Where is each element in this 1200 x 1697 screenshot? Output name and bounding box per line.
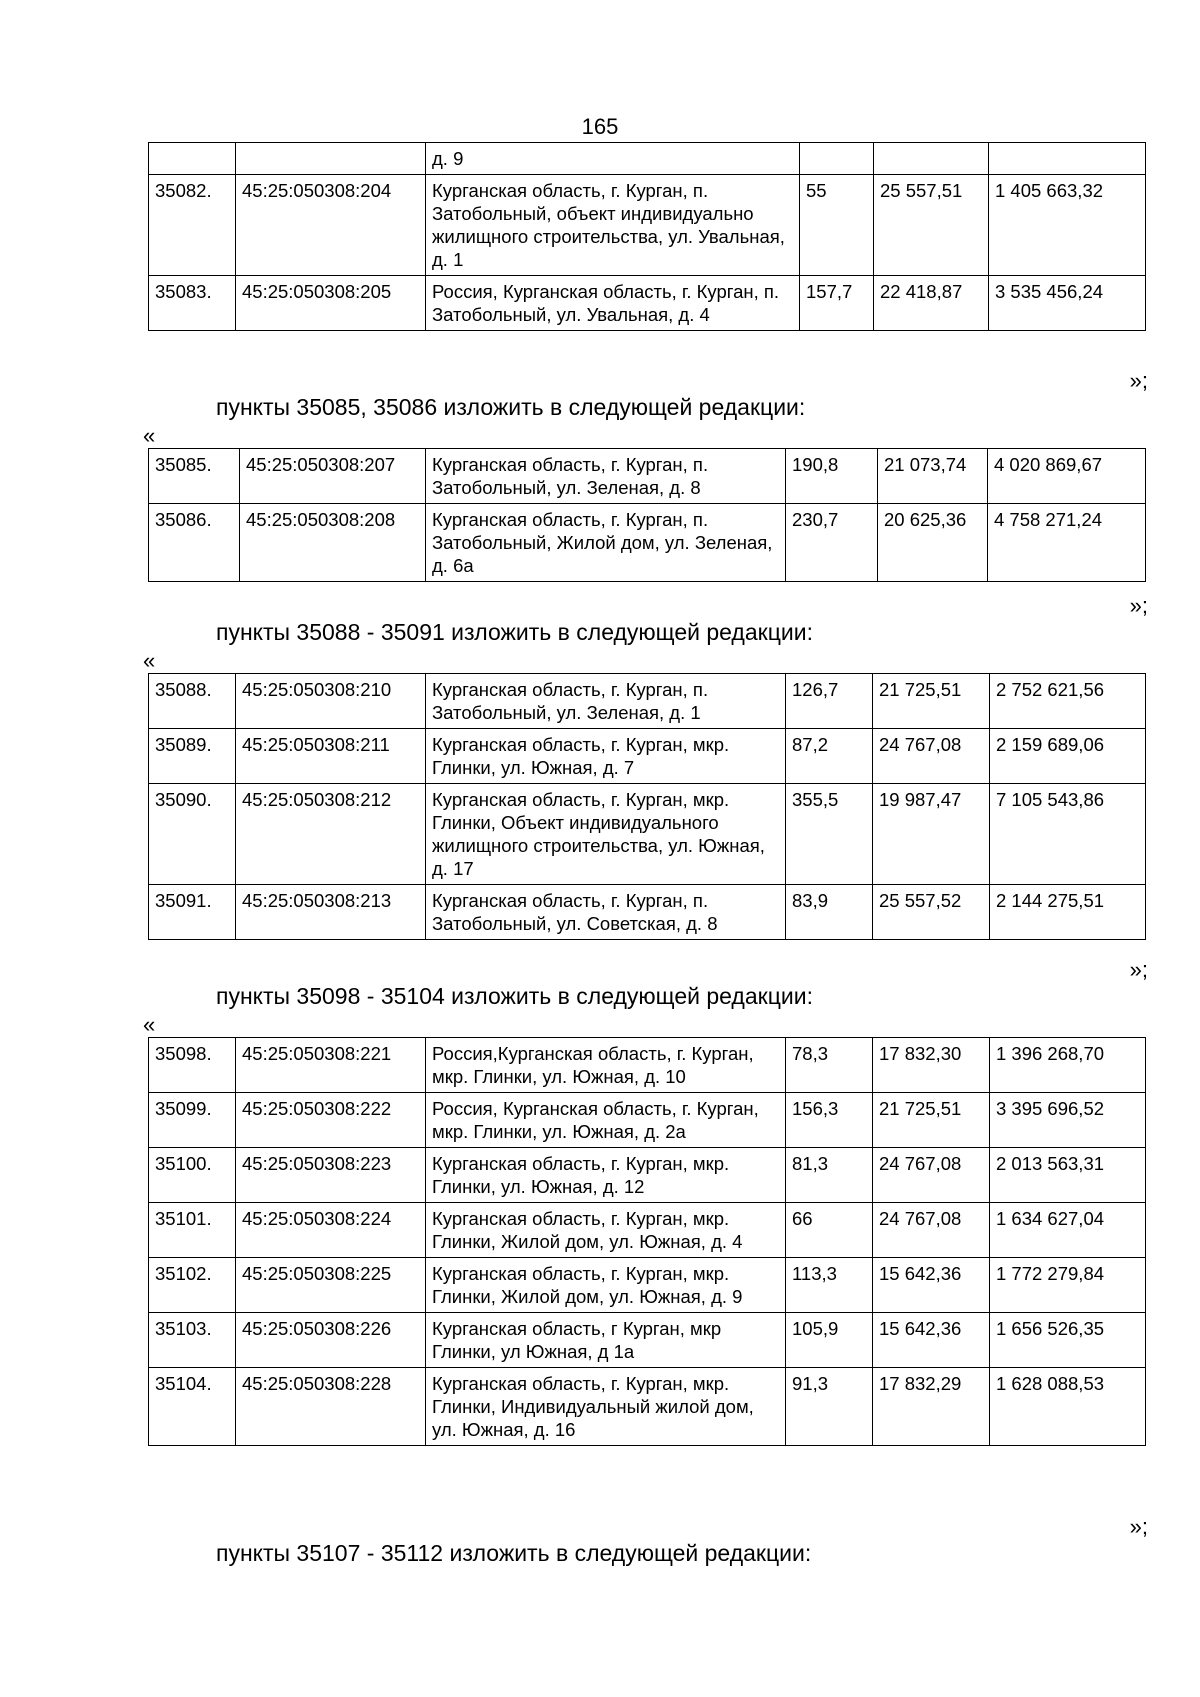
opening-quote: « [143,1012,156,1037]
row-number: 35089. [149,729,236,784]
row-number: 35086. [149,504,240,582]
address: Россия, Курганская область, г. Курган, мкр. Глинки, ул. Южная, д. 2а [426,1093,786,1148]
row-number: 35103. [149,1313,236,1368]
address: Курганская область, г. Курган, мкр. Глинки, Индивидуальный жилой дом, ул. Южная, д. 16 [426,1368,786,1446]
table-row [149,1093,1146,1148]
cadastral-number: 45:25:050308:210 [236,674,426,729]
row-number: 35102. [149,1258,236,1313]
page-number: 165 [581,114,619,139]
address: д. 9 [426,143,800,175]
amendment-instruction: пункты 35107 - 35112 изложить в следующей редакции: [216,1540,812,1566]
cadastral-value: 3 395 696,52 [990,1093,1146,1148]
rate: 20 625,36 [878,504,988,582]
rate: 21 725,51 [873,674,990,729]
cadastral-value: 4 758 271,24 [988,504,1146,582]
area: 105,9 [786,1313,873,1368]
cadastral-number: 45:25:050308:225 [236,1258,426,1313]
rate: 24 767,08 [873,729,990,784]
row-number: 35101. [149,1203,236,1258]
opening-quote: « [143,648,156,673]
address: Курганская область, г. Курган, п. Затобольный, Жилой дом, ул. Зеленая, д. 6а [426,504,786,582]
row-number: 35091. [149,885,236,940]
cadastral-number: 45:25:050308:221 [236,1038,426,1093]
rate: 21 725,51 [873,1093,990,1148]
cadastral-value: 1 396 268,70 [990,1038,1146,1093]
closing-quote: »; [1129,368,1148,393]
cadastral-value: 1 634 627,04 [990,1203,1146,1258]
cadastral-value: 2 752 621,56 [990,674,1146,729]
row-number: 35090. [149,784,236,885]
cadastral-number: 45:25:050308:208 [240,504,426,582]
area: 81,3 [786,1148,873,1203]
registry-table-3 [148,673,1146,940]
table-row [149,784,1146,885]
address: Курганская область, г. Курган, мкр. Глинки, Объект индивидуального жилищного строительства, ул. Южная, д. 17 [426,784,786,885]
cadastral-number: 45:25:050308:211 [236,729,426,784]
address: Курганская область, г. Курган, мкр. Глинки, Жилой дом, ул. Южная, д. 9 [426,1258,786,1313]
cadastral-value: 1 405 663,32 [989,175,1146,276]
row-number: 35099. [149,1093,236,1148]
area: 113,3 [786,1258,873,1313]
closing-quote: »; [1129,1514,1148,1539]
table-row [149,674,1146,729]
rate: 25 557,52 [873,885,990,940]
area: 78,3 [786,1038,873,1093]
area: 190,8 [786,449,878,504]
rate: 21 073,74 [878,449,988,504]
area: 126,7 [786,674,873,729]
address: Россия,Курганская область, г. Курган, мкр. Глинки, ул. Южная, д. 10 [426,1038,786,1093]
cadastral-value: 7 105 543,86 [990,784,1146,885]
table-row [149,729,1146,784]
cadastral-number: 45:25:050308:222 [236,1093,426,1148]
table-row [149,1203,1146,1258]
cadastral-number: 45:25:050308:226 [236,1313,426,1368]
rate: 22 418,87 [874,276,989,331]
table-row [149,1368,1146,1446]
address: Курганская область, г. Курган, мкр. Глинки, ул. Южная, д. 7 [426,729,786,784]
table-row [149,143,1146,175]
address: Курганская область, г. Курган, п. Затобольный, ул. Зеленая, д. 8 [426,449,786,504]
cadastral-value: 2 144 275,51 [990,885,1146,940]
area: 66 [786,1203,873,1258]
cadastral-value: 1 772 279,84 [990,1258,1146,1313]
row-number: 35098. [149,1038,236,1093]
address: Курганская область, г. Курган, п. Затобольный, ул. Советская, д. 8 [426,885,786,940]
table-row [149,276,1146,331]
area: 87,2 [786,729,873,784]
rate: 17 832,30 [873,1038,990,1093]
amendment-instruction: пункты 35088 - 35091 изложить в следующей редакции: [216,619,813,645]
area: 55 [800,175,874,276]
row-number [149,143,236,175]
area: 156,3 [786,1093,873,1148]
rate: 17 832,29 [873,1368,990,1446]
table-row [149,449,1146,504]
cadastral-value: 2 013 563,31 [990,1148,1146,1203]
table-row [149,175,1146,276]
table-row [149,1148,1146,1203]
area: 157,7 [800,276,874,331]
address: Курганская область, г. Курган, мкр. Глинки, Жилой дом, ул. Южная, д. 4 [426,1203,786,1258]
cadastral-number: 45:25:050308:205 [236,276,426,331]
cadastral-value [989,143,1146,175]
area: 83,9 [786,885,873,940]
table-row [149,1313,1146,1368]
cadastral-number: 45:25:050308:212 [236,784,426,885]
row-number: 35082. [149,175,236,276]
area: 91,3 [786,1368,873,1446]
cadastral-value: 3 535 456,24 [989,276,1146,331]
area: 230,7 [786,504,878,582]
cadastral-value: 1 628 088,53 [990,1368,1146,1446]
table-row [149,504,1146,582]
table-row [149,1258,1146,1313]
cadastral-number: 45:25:050308:224 [236,1203,426,1258]
row-number: 35083. [149,276,236,331]
cadastral-value: 1 656 526,35 [990,1313,1146,1368]
amendment-instruction: пункты 35098 - 35104 изложить в следующей редакции: [216,983,813,1009]
cadastral-value: 2 159 689,06 [990,729,1146,784]
rate: 19 987,47 [873,784,990,885]
row-number: 35085. [149,449,240,504]
cadastral-number: 45:25:050308:228 [236,1368,426,1446]
cadastral-value: 4 020 869,67 [988,449,1146,504]
address: Курганская область, г Курган, мкр Глинки, ул Южная, д 1а [426,1313,786,1368]
registry-table-1 [148,142,1146,331]
rate: 25 557,51 [874,175,989,276]
rate: 15 642,36 [873,1258,990,1313]
address: Курганская область, г. Курган, п. Затобольный, ул. Зеленая, д. 1 [426,674,786,729]
table-row [149,1038,1146,1093]
cadastral-number: 45:25:050308:223 [236,1148,426,1203]
address: Курганская область, г. Курган, п. Затобольный, объект индивидуально жилищного строительства, ул. Увальная, д. 1 [426,175,800,276]
table-row [149,885,1146,940]
address: Курганская область, г. Курган, мкр. Глинки, ул. Южная, д. 12 [426,1148,786,1203]
address: Россия, Курганская область, г. Курган, п. Затобольный, ул. Увальная, д. 4 [426,276,800,331]
row-number: 35088. [149,674,236,729]
opening-quote: « [143,423,156,448]
rate [874,143,989,175]
row-number: 35100. [149,1148,236,1203]
rate: 24 767,08 [873,1148,990,1203]
closing-quote: »; [1129,957,1148,982]
rate: 24 767,08 [873,1203,990,1258]
rate: 15 642,36 [873,1313,990,1368]
registry-table-4 [148,1037,1146,1446]
cadastral-number [236,143,426,175]
cadastral-number: 45:25:050308:213 [236,885,426,940]
cadastral-number: 45:25:050308:207 [240,449,426,504]
row-number: 35104. [149,1368,236,1446]
area: 355,5 [786,784,873,885]
cadastral-number: 45:25:050308:204 [236,175,426,276]
amendment-instruction: пункты 35085, 35086 изложить в следующей редакции: [216,394,806,420]
closing-quote: »; [1129,593,1148,618]
registry-table-2 [148,448,1146,582]
area [800,143,874,175]
